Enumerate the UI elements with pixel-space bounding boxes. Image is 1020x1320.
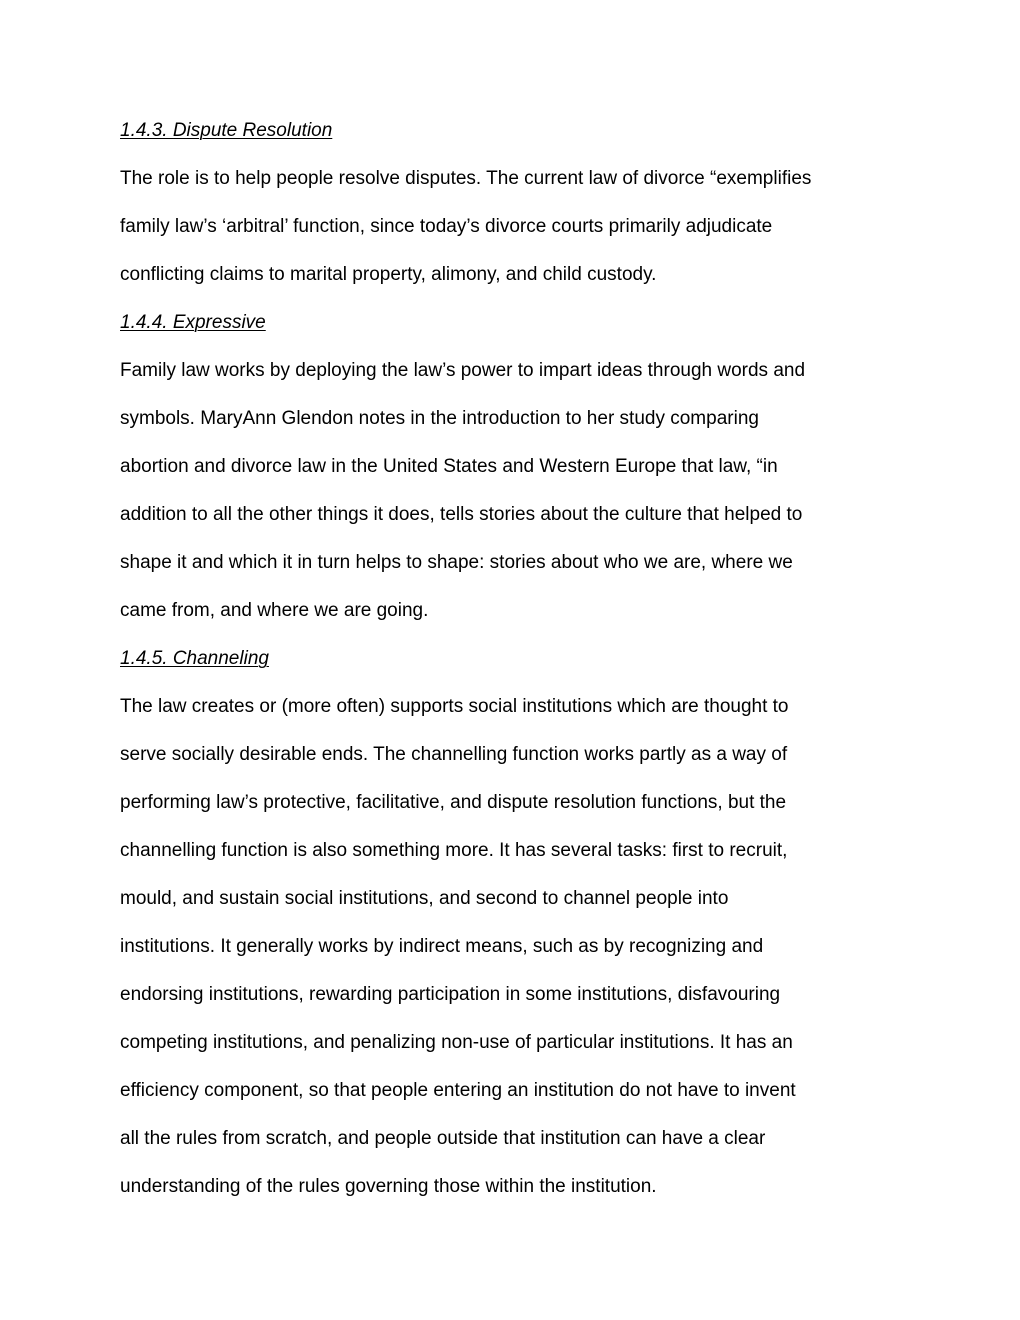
text-line: conflicting claims to marital property, alimony, and child custody. bbox=[120, 264, 657, 285]
text-line: all the rules from scratch, and people outside that institution can have a clear bbox=[120, 1128, 766, 1149]
text-line: symbols. MaryAnn Glendon notes in the introduction to her study comparing bbox=[120, 408, 759, 429]
text-line: institutions. It generally works by indirect means, such as by recognizing and bbox=[120, 936, 764, 957]
paragraph-channeling bbox=[120, 691, 860, 1203]
text-line: Family law works by deploying the law’s power to impart ideas through words and bbox=[120, 360, 806, 381]
text-line: shape it and which it in turn helps to shape: stories about who we are, where we bbox=[120, 552, 793, 573]
text-line: abortion and divorce law in the United States and Western Europe that law, “in bbox=[120, 456, 778, 477]
section-heading-dispute-resolution: 1.4.3. Dispute Resolution bbox=[120, 120, 333, 141]
document-page bbox=[120, 115, 860, 1219]
text-line: competing institutions, and penalizing non-use of particular institutions. It has an bbox=[120, 1032, 793, 1053]
text-line: efficiency component, so that people entering an institution do not have to invent bbox=[120, 1080, 796, 1101]
text-line: channelling function is also something more. It has several tasks: first to recruit, bbox=[120, 840, 788, 861]
text-line: The law creates or (more often) supports social institutions which are thought to bbox=[120, 696, 789, 717]
text-line: addition to all the other things it does, tells stories about the culture that helped to bbox=[120, 504, 803, 525]
text-line: family law’s ‘arbitral’ function, since today’s divorce courts primarily adjudicate bbox=[120, 216, 773, 237]
text-line: came from, and where we are going. bbox=[120, 600, 429, 621]
text-line: serve socially desirable ends. The channelling function works partly as a way of bbox=[120, 744, 788, 765]
paragraph-dispute-resolution bbox=[120, 163, 860, 291]
text-line: endorsing institutions, rewarding participation in some institutions, disfavouring bbox=[120, 984, 781, 1005]
section-heading-channeling: 1.4.5. Channeling bbox=[120, 648, 269, 669]
text-line: The role is to help people resolve disputes. The current law of divorce “exemplifies bbox=[120, 168, 812, 189]
text-line: performing law’s protective, facilitative, and dispute resolution functions, but the bbox=[120, 792, 787, 813]
paragraph-expressive bbox=[120, 355, 860, 627]
text-line: understanding of the rules governing those within the institution. bbox=[120, 1176, 657, 1197]
section-heading-expressive: 1.4.4. Expressive bbox=[120, 312, 266, 333]
text-line: mould, and sustain social institutions, and second to channel people into bbox=[120, 888, 729, 909]
